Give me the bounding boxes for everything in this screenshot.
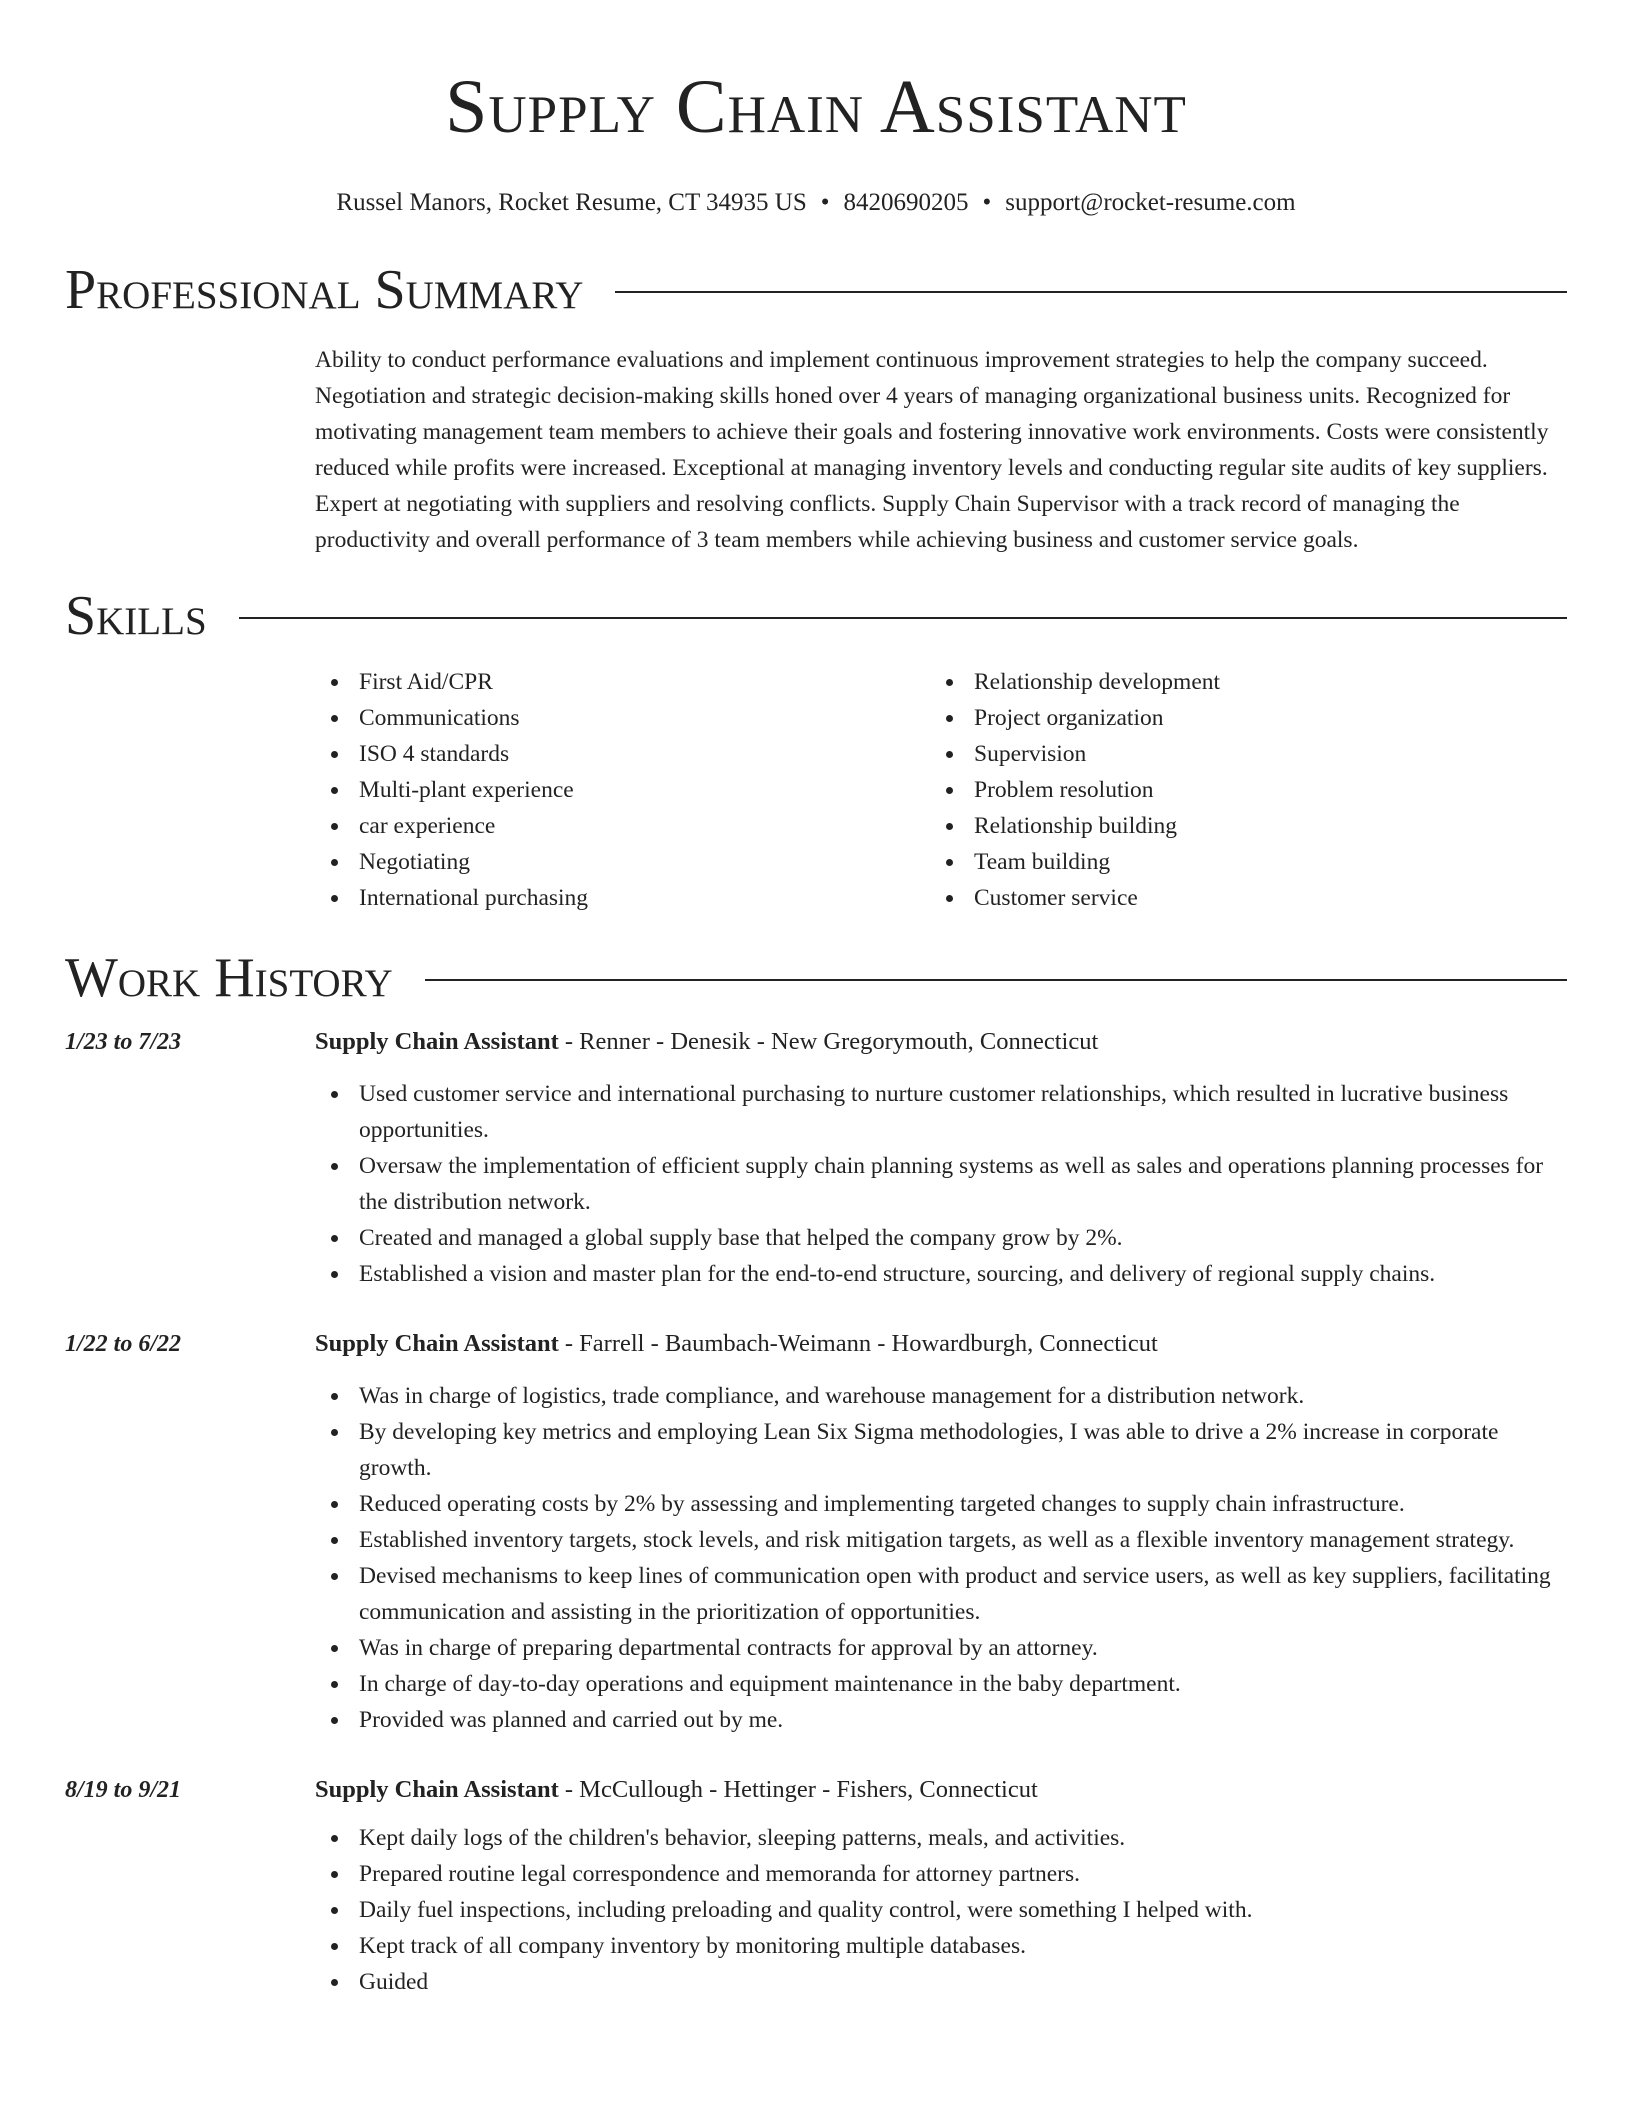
job-dates: 1/23 to 7/23 xyxy=(65,1029,182,1055)
skills-column-right xyxy=(930,664,1545,916)
skill-item: Customer service xyxy=(930,880,1545,916)
section-divider xyxy=(615,291,1567,293)
skills-section-header xyxy=(65,584,1567,648)
job-bullet: Kept track of all company inventory by monitoring multiple databases. xyxy=(315,1928,1567,1964)
job-bullet: Established inventory targets, stock levels, and risk mitigation targets, as well as a flexible inventory management strategy. xyxy=(315,1522,1567,1558)
job-bullet: Daily fuel inspections, including preloading and quality control, were something I helped with. xyxy=(315,1892,1567,1928)
skill-item: Project organization xyxy=(930,700,1545,736)
job-bullets xyxy=(315,1076,1567,1292)
job-title: Supply Chain Assistant xyxy=(315,1330,559,1357)
job-bullet: Guided xyxy=(315,1964,1567,2000)
skills-column-left xyxy=(315,664,930,916)
skill-item: Supervision xyxy=(930,736,1545,772)
skill-item: Multi-plant experience xyxy=(315,772,930,808)
section-divider xyxy=(425,979,1567,981)
job-entry xyxy=(65,1024,1567,1292)
summary-heading: Professional Summary xyxy=(65,259,584,321)
job-header xyxy=(65,1326,1567,1362)
contact-phone: 8420690205 xyxy=(843,189,969,216)
skill-item: Communications xyxy=(315,700,930,736)
job-bullet: By developing key metrics and employing Lean Six Sigma methodologies, I was able to drive a 2% increase in corporate growth. xyxy=(315,1414,1567,1486)
contact-separator: • xyxy=(820,189,830,216)
job-details: - Renner - Denesik - New Gregorymouth, Connecticut xyxy=(558,1028,1099,1055)
skills-heading: Skills xyxy=(65,585,207,647)
summary-section-header xyxy=(65,258,1567,322)
skill-item: Problem resolution xyxy=(930,772,1545,808)
summary-text: Ability to conduct performance evaluations and implement continuous improvement strategies to help the company succeed. Negotiation and strategic decision-making skills honed over 4 years of managing organizational business units. Recognized for motivating management team members to achieve their goals and fostering innovative work environments. Costs were consistently reduced while profits were increased. Exceptional at managing inventory levels and conducting regular site audits of key suppliers. Expert at negotiating with suppliers and resolving conflicts. Supply Chain Supervisor with a track record of managing the productivity and overall performance of 3 team members while achieving business and customer service goals. xyxy=(315,347,1549,553)
work-section-header xyxy=(65,946,1567,1010)
contact-separator: • xyxy=(982,189,992,216)
skill-item: Negotiating xyxy=(315,844,930,880)
resume-title: Supply Chain Assistant xyxy=(445,65,1187,149)
section-divider xyxy=(239,617,1567,619)
job-bullet: Was in charge of preparing departmental contracts for approval by an attorney. xyxy=(315,1630,1567,1666)
job-bullets xyxy=(315,1820,1567,2000)
job-bullet: Created and managed a global supply base that helped the company grow by 2%. xyxy=(315,1220,1567,1256)
job-bullet: Reduced operating costs by 2% by assessing and implementing targeted changes to supply chain infrastructure. xyxy=(315,1486,1567,1522)
job-dates: 8/19 to 9/21 xyxy=(65,1777,182,1803)
work-heading: Work History xyxy=(65,947,393,1009)
skills-list xyxy=(315,664,1567,916)
job-heading xyxy=(315,1772,1038,1808)
job-bullet: Established a vision and master plan for the end-to-end structure, sourcing, and delivery of regional supply chains. xyxy=(315,1256,1567,1292)
job-bullet: Prepared routine legal correspondence and memoranda for attorney partners. xyxy=(315,1856,1567,1892)
job-heading xyxy=(315,1326,1158,1362)
skill-item: First Aid/CPR xyxy=(315,664,930,700)
job-bullets xyxy=(315,1378,1567,1738)
job-bullet: Used customer service and international purchasing to nurture customer relationships, which resulted in lucrative business opportunities. xyxy=(315,1076,1567,1148)
skill-item: Relationship building xyxy=(930,808,1545,844)
skill-item: International purchasing xyxy=(315,880,930,916)
job-dates: 1/22 to 6/22 xyxy=(65,1331,182,1357)
skill-item: ISO 4 standards xyxy=(315,736,930,772)
contact-line xyxy=(65,188,1567,218)
job-title: Supply Chain Assistant xyxy=(315,1028,559,1055)
job-bullet: Provided was planned and carried out by me. xyxy=(315,1702,1567,1738)
contact-email: support@rocket-resume.com xyxy=(1005,189,1296,216)
job-bullet: Devised mechanisms to keep lines of communication open with product and service users, as well as key suppliers, facilitating communication and assisting in the prioritization of opportunities. xyxy=(315,1558,1567,1630)
job-title: Supply Chain Assistant xyxy=(315,1776,559,1803)
job-details: - McCullough - Hettinger - Fishers, Connecticut xyxy=(558,1776,1038,1803)
job-bullet: Oversaw the implementation of efficient supply chain planning systems as well as sales and operations planning processes for the distribution network. xyxy=(315,1148,1567,1220)
job-bullet: Was in charge of logistics, trade compliance, and warehouse management for a distribution network. xyxy=(315,1378,1567,1414)
skill-item: car experience xyxy=(315,808,930,844)
skill-item: Relationship development xyxy=(930,664,1545,700)
skill-item: Team building xyxy=(930,844,1545,880)
job-entry xyxy=(65,1326,1567,1738)
job-header xyxy=(65,1024,1567,1060)
job-entry xyxy=(65,1772,1567,2000)
contact-address: Russel Manors, Rocket Resume, CT 34935 US xyxy=(336,189,807,216)
job-bullet: In charge of day-to-day operations and equipment maintenance in the baby department. xyxy=(315,1666,1567,1702)
job-header xyxy=(65,1772,1567,1808)
job-bullet: Kept daily logs of the children's behavior, sleeping patterns, meals, and activities. xyxy=(315,1820,1567,1856)
job-heading xyxy=(315,1024,1098,1060)
job-details: - Farrell - Baumbach-Weimann - Howardburgh, Connecticut xyxy=(558,1330,1158,1357)
